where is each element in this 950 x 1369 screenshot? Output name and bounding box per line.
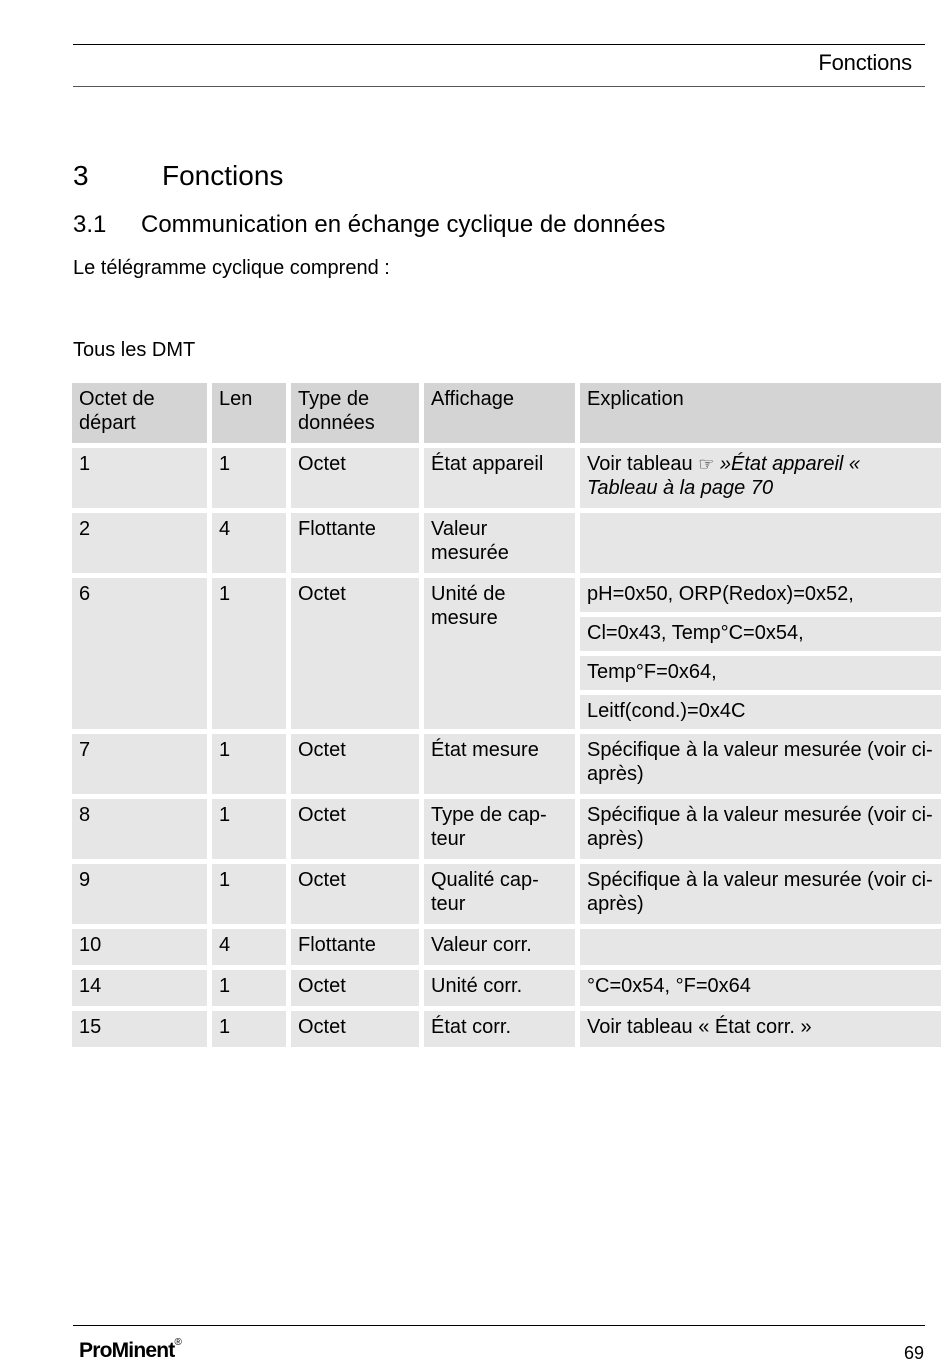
table-row [72, 448, 941, 508]
cross-reference-link[interactable]: »État appareil « Tableau à la page 70 [587, 453, 861, 499]
cell-display: Unité de mesure [424, 578, 575, 729]
cell-start: 6 [72, 578, 207, 729]
cell-explanation: pH=0x50, ORP(Redox)=0x52, [580, 578, 941, 612]
cell-type: Octet [291, 734, 419, 794]
table-row [72, 864, 941, 924]
col-header-explanation: Explication [580, 383, 941, 443]
table-row [72, 513, 941, 573]
cell-display: Valeur corr. [424, 929, 575, 965]
cell-type: Octet [291, 578, 419, 729]
col-header-display: Affichage [424, 383, 575, 443]
table-row [72, 970, 941, 1006]
cell-explanation: Cl=0x43, Temp°C=0x54, [580, 617, 941, 651]
table-row [72, 578, 941, 612]
header-rule-top [73, 44, 925, 45]
cell-explanation: Spécifique à la valeur mesurée (voir ci-après) [580, 864, 941, 924]
section-title: Communication en échange cyclique de données [141, 211, 666, 238]
cell-type: Flottante [291, 513, 419, 573]
table-header-row [72, 383, 941, 443]
cell-display: État appareil [424, 448, 575, 508]
chapter-number: 3 [73, 160, 89, 191]
cell-explanation: Leitf(cond.)=0x4C [580, 695, 941, 729]
cell-explanation [580, 513, 941, 573]
cell-start: 1 [72, 448, 207, 508]
table-row [72, 929, 941, 965]
cell-len: 1 [212, 864, 286, 924]
table-row [72, 1011, 941, 1047]
cell-type: Octet [291, 448, 419, 508]
cell-start: 8 [72, 799, 207, 859]
cell-len: 4 [212, 513, 286, 573]
cell-explanation: Spécifique à la valeur mesurée (voir ci-après) [580, 734, 941, 794]
col-header-len: Len [212, 383, 286, 443]
cell-display: État mesure [424, 734, 575, 794]
section-number: 3.1 [73, 211, 107, 238]
cell-len: 1 [212, 448, 286, 508]
page-number: 69 [903, 1343, 924, 1363]
cell-type: Octet [291, 970, 419, 1006]
cell-explanation: Spécifique à la valeur mesurée (voir ci-après) [580, 799, 941, 859]
cell-start: 9 [72, 864, 207, 924]
logo-text: ProMinent [79, 1339, 175, 1362]
cell-start: 15 [72, 1011, 207, 1047]
table-caption: Tous les DMT [73, 339, 196, 361]
intro-text: Le télégramme cyclique comprend : [73, 257, 390, 279]
cell-type: Octet [291, 1011, 419, 1047]
cell-len: 1 [212, 970, 286, 1006]
col-header-type: Type de données [291, 383, 419, 443]
table-row [72, 734, 941, 794]
cell-display: Unité corr. [424, 970, 575, 1006]
cell-len: 1 [212, 578, 286, 729]
cell-type: Flottante [291, 929, 419, 965]
cell-start: 10 [72, 929, 207, 965]
cell-start: 7 [72, 734, 207, 794]
cell-display: Qualité cap-teur [424, 864, 575, 924]
chapter-heading [73, 160, 283, 192]
cell-display: État corr. [424, 1011, 575, 1047]
cell-explanation [580, 448, 941, 508]
chapter-title: Fonctions [162, 160, 284, 191]
running-header: Fonctions [818, 50, 912, 75]
explanation-prefix: Voir tableau [587, 453, 693, 475]
cell-explanation: Temp°F=0x64, [580, 656, 941, 690]
cell-explanation [580, 929, 941, 965]
cell-len: 4 [212, 929, 286, 965]
header-rule-bottom [73, 86, 925, 87]
footer-rule [73, 1325, 925, 1326]
cell-display: Type de cap-teur [424, 799, 575, 859]
registered-mark: ® [174, 1337, 182, 1348]
cell-display: Valeur mesurée [424, 513, 575, 573]
table-row [72, 799, 941, 859]
cell-start: 2 [72, 513, 207, 573]
cell-len: 1 [212, 734, 286, 794]
cell-len: 1 [212, 1011, 286, 1047]
col-header-start: Octet de départ [72, 383, 207, 443]
cell-explanation: Voir tableau « État corr. » [580, 1011, 941, 1047]
cell-explanation: °C=0x54, °F=0x64 [580, 970, 941, 1006]
data-table [67, 378, 946, 1052]
cell-type: Octet [291, 864, 419, 924]
section-heading [73, 211, 665, 239]
cross-reference-icon: ☞ [698, 454, 715, 474]
cell-len: 1 [212, 799, 286, 859]
cell-start: 14 [72, 970, 207, 1006]
prominent-logo [79, 1339, 181, 1363]
cell-type: Octet [291, 799, 419, 859]
